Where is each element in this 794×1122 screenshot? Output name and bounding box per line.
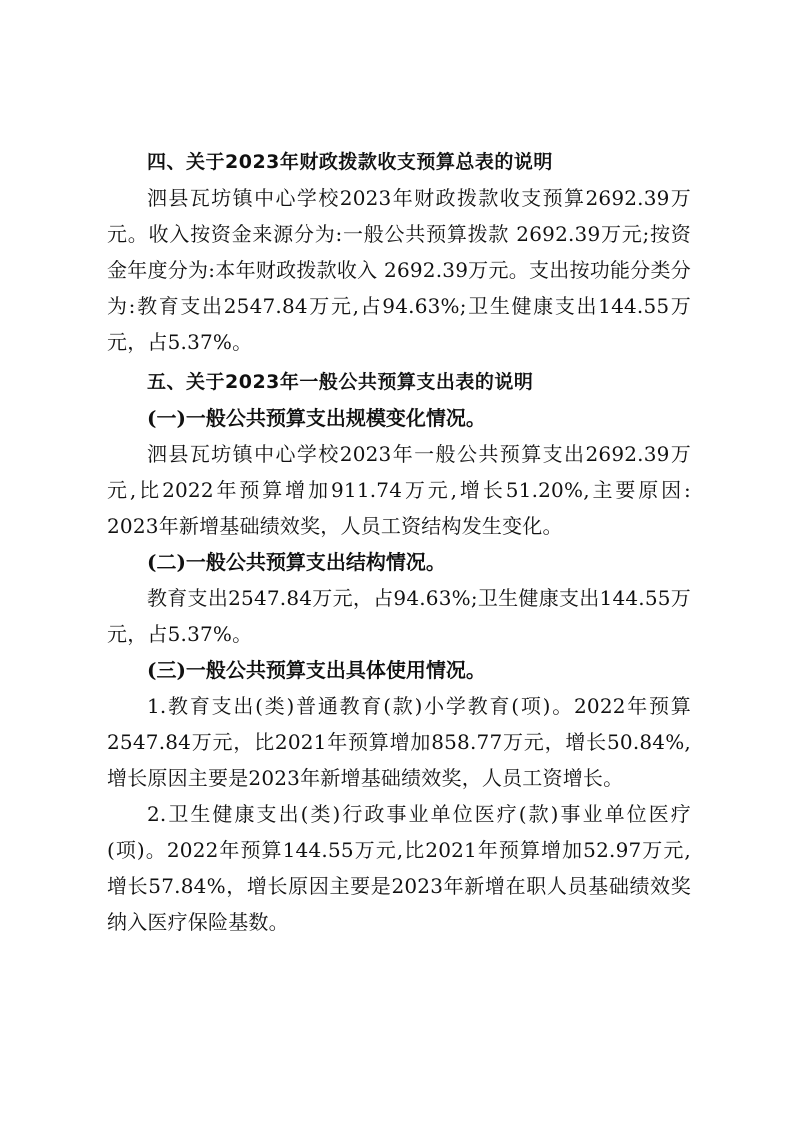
document-page — [107, 144, 691, 940]
section-4-heading: 四、关于2023年财政拨款收支预算总表的说明 — [147, 151, 553, 173]
section-5-heading: 五、关于2023年一般公共预算支出表的说明 — [147, 371, 534, 393]
section-4-paragraph: 泗县瓦坊镇中心学校2023年财政拨款收支预算2692.39万元。收入按资金来源分为:一般公共预算拨款 2692.39万元;按资金年度分为:本年财政拨款收入 2692.39万元。支出按功能分类分为:教育支出2547.84万元,占94.63%;卫生健康支出144.55万元，占5.37%。 — [107, 186, 691, 354]
subsection-3-item-1: 1.教育支出(类)普通教育(款)小学教育(项)。2022年预算2547.84万元，比2021年预算增加858.77万元，增长50.84%,增长原因主要是2023年新增基础绩效奖，人员工资增长。 — [107, 694, 691, 790]
subsection-1-title: (一)一般公共预算支出规模变化情况。 — [147, 406, 486, 430]
subsection-3-title: (三)一般公共预算支出具体使用情况。 — [147, 658, 486, 682]
subsection-1-paragraph: 泗县瓦坊镇中心学校2023年一般公共预算支出2692.39万元,比2022年预算增加911.74万元,增长51.20%,主要原因: 2023年新增基础绩效奖，人员工资结构发生变化。 — [107, 442, 691, 538]
subsection-2-paragraph: 教育支出2547.84万元，占94.63%;卫生健康支出144.55万元，占5.37%。 — [107, 586, 691, 646]
subsection-2-title: (二)一般公共预算支出结构情况。 — [147, 550, 446, 574]
subsection-3-item-2: 2.卫生健康支出(类)行政事业单位医疗(款)事业单位医疗(项)。2022年预算144.55万元,比2021年预算增加52.97万元,增长57.84%，增长原因主要是2023年新增在职人员基础绩效奖纳入医疗保险基数。 — [107, 802, 691, 934]
